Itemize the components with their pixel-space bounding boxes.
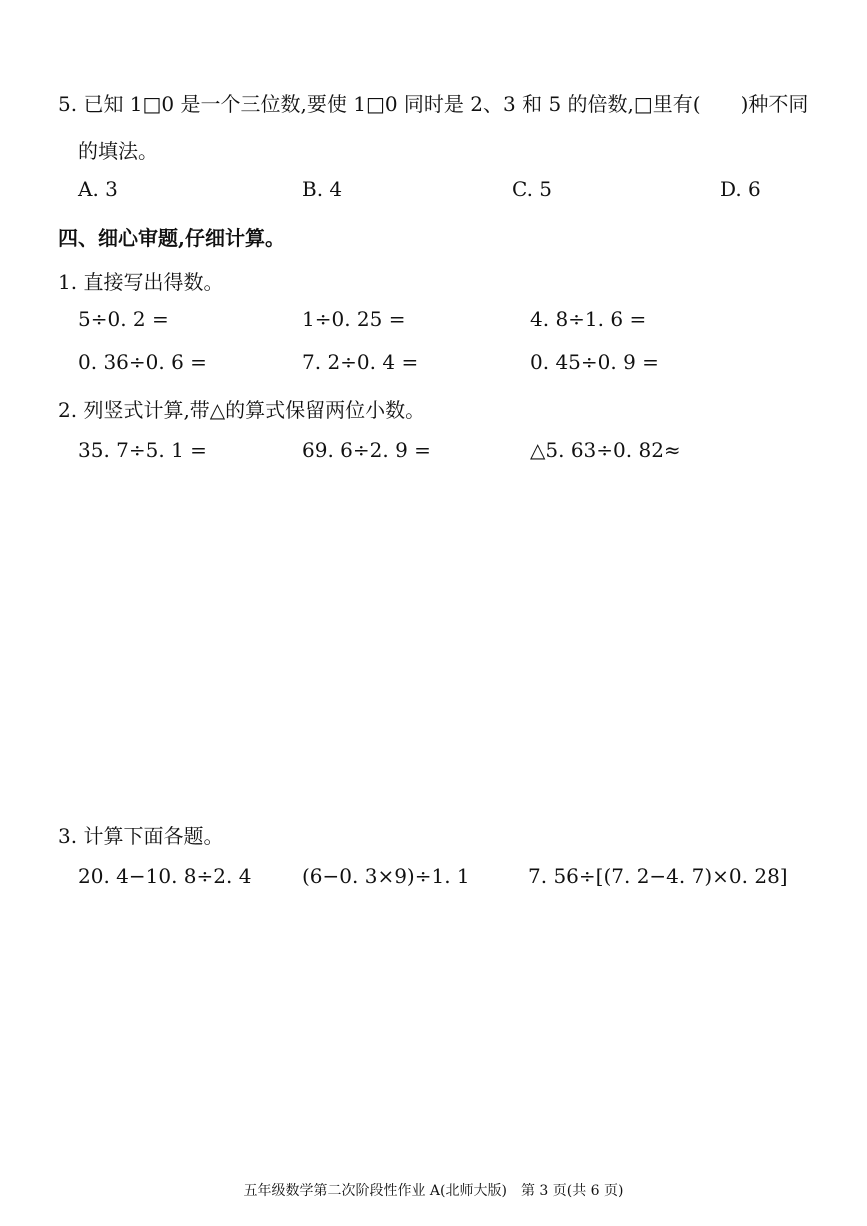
oral-calc-item: 7. 2÷0. 4 = bbox=[302, 350, 419, 374]
vertical-calc-item: 35. 7÷5. 1 = bbox=[78, 438, 207, 462]
question-5-text: 5. 已知 1□0 是一个三位数,要使 1□0 同时是 2、3 和 5 的倍数,□里有( )种不同 bbox=[58, 92, 809, 116]
vertical-calc-item: 69. 6÷2. 9 = bbox=[302, 438, 431, 462]
question-5-text-continued: 的填法。 bbox=[78, 139, 158, 163]
part-1-heading: 1. 直接写出得数。 bbox=[58, 270, 224, 294]
oral-calc-item: 0. 45÷0. 9 = bbox=[530, 350, 659, 374]
option-d: D. 6 bbox=[720, 177, 761, 201]
page-footer: 五年级数学第二次阶段性作业 A(北师大版) 第 3 页(共 6 页) bbox=[243, 1183, 624, 1199]
oral-calc-item: 0. 36÷0. 6 = bbox=[78, 350, 207, 374]
vertical-calc-item: △5. 63÷0. 82≈ bbox=[530, 438, 681, 462]
mixed-calc-item: 7. 56÷[(7. 2−4. 7)×0. 28] bbox=[528, 864, 788, 888]
option-c: C. 5 bbox=[512, 177, 553, 201]
mixed-calc-item: 20. 4−10. 8÷2. 4 bbox=[78, 864, 252, 888]
oral-calc-item: 4. 8÷1. 6 = bbox=[530, 307, 647, 331]
part-2-heading: 2. 列竖式计算,带△的算式保留两位小数。 bbox=[58, 398, 426, 422]
oral-calc-item: 1÷0. 25 = bbox=[302, 307, 406, 331]
part-3-heading: 3. 计算下面各题。 bbox=[58, 824, 224, 848]
oral-calc-item: 5÷0. 2 = bbox=[78, 307, 169, 331]
option-b: B. 4 bbox=[302, 177, 343, 201]
mixed-calc-item: (6−0. 3×9)÷1. 1 bbox=[302, 864, 470, 888]
section-4-title: 四、细心审题,仔细计算。 bbox=[58, 226, 285, 250]
option-a: A. 3 bbox=[78, 177, 118, 201]
